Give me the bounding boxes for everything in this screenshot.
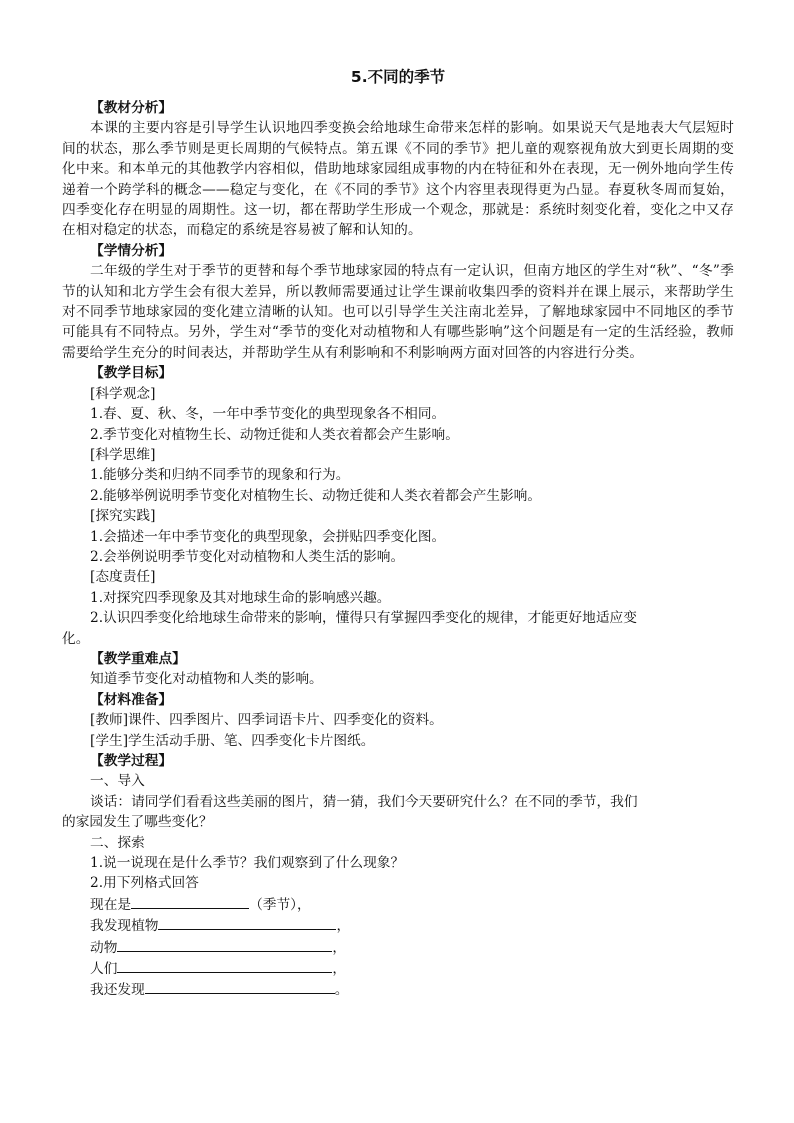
label-attitude-responsibility: [态度责任] xyxy=(90,569,156,586)
page-title: 5.不同的季节 xyxy=(350,68,446,86)
objective-thinking-1: 1.能够分类和归纳不同季节的现象和行为。 xyxy=(90,467,350,484)
fill-people-prefix: 人们 xyxy=(90,961,118,978)
fill-people-suffix: ， xyxy=(332,961,347,978)
blank-season xyxy=(131,894,249,909)
process-part2-title: 二、探索 xyxy=(90,834,145,851)
blank-plants xyxy=(158,915,336,930)
fill-plants-suffix: ， xyxy=(336,918,351,935)
heading-textbook-analysis: 【教材分析】 xyxy=(90,100,173,116)
key-points-text: 知道季节变化对动植物和人类的影响。 xyxy=(90,671,323,688)
objective-practice-2: 2.会举例说明季节变化对动植物和人类生活的影响。 xyxy=(90,548,405,565)
objective-concept-1: 1.春、夏、秋、冬，一年中季节变化的典型现象各不相同。 xyxy=(90,406,446,423)
fill-season-suffix: （季节）， xyxy=(249,896,311,913)
blank-also xyxy=(145,979,335,994)
fill-in-animals xyxy=(62,937,734,958)
objective-concept-2: 2.季节变化对植物生长、动物迁徙和人类衣着都会产生影响。 xyxy=(90,426,459,443)
objective-attitude-2-line1: 2.认识四季变化给地球生命带来的影响，懂得只有掌握四季变化的规律，才能更好地适应变 xyxy=(90,610,637,627)
blank-animals xyxy=(117,937,332,952)
label-inquiry-practice: [探究实践] xyxy=(90,508,156,525)
process-part1-line2: 的家园发生了哪些变化？ xyxy=(62,814,213,831)
heading-learner-analysis: 【学情分析】 xyxy=(90,242,173,259)
fill-in-season xyxy=(62,894,734,915)
process-step1: 1.说一说现在是什么季节？我们观察到了什么现象？ xyxy=(90,855,405,872)
fill-also-suffix: 。 xyxy=(334,982,349,999)
objective-attitude-2-line2: 化。 xyxy=(62,630,90,647)
heading-key-points: 【教学重难点】 xyxy=(90,650,186,667)
fill-in-also xyxy=(62,979,734,1000)
objective-attitude-1: 1.对探究四季现象及其对地球生命的影响感兴趣。 xyxy=(90,589,391,606)
process-part1-line1: 谈话：请同学们看看这些美丽的图片，猜一猜，我们今天要研究什么？在不同的季节，我们 xyxy=(90,793,638,810)
fill-in-plants xyxy=(62,915,734,936)
objective-thinking-2: 2.能够举例说明季节变化对植物生长、动物迁徙和人类衣着都会产生影响。 xyxy=(90,487,542,504)
paragraph-textbook-analysis: 本课的主要内容是引导学生认识地四季变换会给地球生命带来怎样的影响。如果说天气是地表大气层短时间的状态，那么季节则是更长周期的气候特点。第五课《不同的季节》把儿童的观察视角放大到更长周期的变化中来。和本单元的其他教学内容相似，借助地球家园组成事物的内在特征和外在表现，无一例外地向学生传递着一个跨学科的概念——稳定与变化，在《不同的季节》这个内容里表现得更为凸显。春夏秋冬周而复始，四季变化存在明显的周期性。这一切，都在帮助学生形成一个观念，那就是：系统时刻变化着，变化之中又存在相对稳定的状态，而稳定的系统是容易被了解和认知的。 xyxy=(62,120,734,239)
fill-animals-prefix: 动物 xyxy=(90,939,118,956)
materials-student: [学生]学生活动手册、笔、四季变化卡片图纸。 xyxy=(90,732,375,749)
paragraph-learner-analysis: 二年级的学生对于季节的更替和每个季节地球家园的特点有一定认识，但南方地区的学生对“秋”、“冬”季节的认知和北方学生会有很大差异，所以教师需要通过让学生课前收集四季的资料并在课上展示，来帮助学生对不同季节地球家园的变化建立清晰的认知。也可以引导学生关注南北差异，了解地球家园中不同地区的季节可能具有不同特点。另外，学生对“季节的变化对动植物和人有哪些影响”这个问题是有一定的生活经验，教师需要给学生充分的时间表达，并帮助学生从有利影响和不利影响两方面对回答的内容进行分类。 xyxy=(62,263,734,361)
materials-teacher: [教师]课件、四季图片、四季词语卡片、四季变化的资料。 xyxy=(90,712,443,729)
fill-in-people xyxy=(62,958,734,979)
process-step2: 2.用下列格式回答 xyxy=(90,875,199,892)
objective-practice-1: 1.会描述一年中季节变化的典型现象，会拼贴四季变化图。 xyxy=(90,528,446,545)
fill-also-prefix: 我还发现 xyxy=(90,982,145,999)
blank-people xyxy=(117,958,332,973)
heading-materials: 【材料准备】 xyxy=(90,691,173,708)
heading-objectives: 【教学目标】 xyxy=(90,365,173,382)
label-science-concept: [科学观念] xyxy=(90,385,156,402)
fill-plants-prefix: 我发现植物 xyxy=(90,918,159,935)
process-part1-title: 一、导入 xyxy=(90,773,145,790)
fill-season-prefix: 现在是 xyxy=(90,896,132,913)
document-page xyxy=(62,66,734,1001)
heading-teaching-process: 【教学过程】 xyxy=(90,753,173,769)
fill-animals-suffix: ， xyxy=(332,939,347,956)
label-science-thinking: [科学思维] xyxy=(90,446,156,463)
